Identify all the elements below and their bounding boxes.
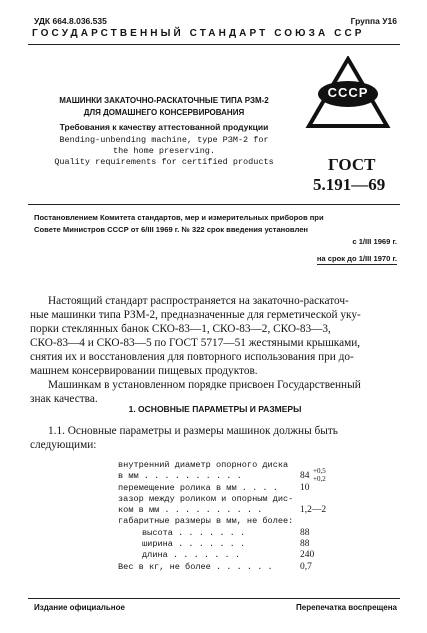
- header-rule: [28, 44, 400, 45]
- param-roller-travel-label: перемещение ролика в мм . . . .: [118, 482, 278, 493]
- param-inner-diameter-tolerance-upper: +0,5: [313, 467, 326, 476]
- param-length-label: длина . . . . . . .: [142, 550, 240, 561]
- subtitle: Требования к качеству аттестованной продукции: [59, 122, 269, 132]
- gost-label: ГОСТ: [328, 155, 376, 174]
- param-inner-diameter-unit: в мм . . . . . . . . . .: [118, 471, 242, 482]
- param-weight-value: 0,7: [300, 561, 312, 572]
- param-inner-diameter-value-row: [300, 467, 360, 484]
- section-1-heading: 1. ОСНОВНЫЕ ПАРАМЕТРЫ И РАЗМЕРЫ: [128, 404, 302, 414]
- param-weight-label: Вес в кг, не более . . . . . .: [118, 561, 273, 572]
- decree-line-2: Совете Министров СССР от 6/III 1969 г. № 322 срок введения установлен: [34, 225, 309, 234]
- group-code: Группа У16: [350, 16, 397, 26]
- param-height-label: высота . . . . . . .: [142, 527, 246, 538]
- decree-line-1: Постановлением Комитета стандартов, мер и измерительных приборов при: [34, 213, 324, 222]
- param-gap-label-cont: ком в мм . . . . . . . . . .: [118, 505, 263, 516]
- param-width-label: ширина . . . . . . .: [142, 539, 246, 550]
- paragraph-1-line-4: СКО-83—4 и СКО-83—5 по ГОСТ 5717—51 жестяными крышками,: [30, 337, 361, 349]
- param-inner-diameter-label: внутренний диаметр опорного диска: [118, 460, 289, 470]
- decree-line-3: с 1/III 1969 г.: [352, 237, 397, 246]
- paragraph-1-line-5: снятия их и восстановления для повторного использования при до-: [30, 351, 354, 363]
- param-width-value: 88: [300, 539, 310, 550]
- title-rule: [28, 204, 400, 205]
- footer-official-edition: Издание официальное: [34, 603, 125, 612]
- paragraph-1: [30, 294, 400, 406]
- parameters-list: [118, 460, 318, 573]
- param-height-value: 88: [300, 527, 310, 538]
- gost-number: 5.191—69: [313, 175, 386, 194]
- footer-reprint-prohibited: Перепечатка воспрещена: [296, 603, 397, 612]
- english-title-line-1: Bending-unbending machine, type РЗМ-2 for: [59, 135, 269, 145]
- section-1-line-1: 1.1. Основные параметры и размеры машинок должны быть: [48, 425, 338, 437]
- parameter-values: [300, 460, 360, 573]
- param-inner-diameter-tolerance-lower: +0,2: [313, 475, 326, 484]
- title-line-1: МАШИНКИ ЗАКАТОЧНО-РАСКАТОЧНЫЕ ТИПА РЗМ-2: [59, 96, 269, 105]
- paragraph-1-line-3: порки стеклянных банок СКО-83—1, СКО-83—2, СКО-83—3,: [30, 323, 331, 335]
- param-roller-travel-value: 10: [300, 482, 310, 493]
- footer-rule: [28, 598, 400, 599]
- udk-code: УДК 664.8.036.535: [34, 16, 107, 26]
- paragraph-1-line-2: ные машинки типа РЗМ-2, предназначенные для герметической уку-: [30, 309, 361, 321]
- section-1-paragraph: [30, 424, 400, 452]
- english-title-line-2: the home preserving.: [112, 146, 216, 156]
- paragraph-1-line-6: машнем консервировании пищевых продуктов.: [30, 365, 258, 377]
- quality-mark-emblem: [305, 56, 391, 136]
- param-inner-diameter-value: 84: [300, 471, 310, 482]
- state-standard-heading: ГОСУДАРСТВЕННЫЙ СТАНДАРТ СОЮЗА ССР: [32, 28, 365, 39]
- decree-line-4: на срок до 1/III 1970 г.: [316, 254, 397, 263]
- emblem-text: СССР: [327, 85, 369, 100]
- param-length-value: 240: [300, 550, 315, 561]
- section-1-line-2: следующими:: [30, 439, 97, 451]
- param-gap-label: зазор между роликом и опорным дис-: [118, 493, 294, 504]
- param-gap-value: 1,2—2: [300, 505, 327, 516]
- param-overall-dimensions-label: габаритные размеры в мм, не более:: [118, 516, 294, 527]
- english-title-line-3: Quality requirements for certified products: [54, 157, 274, 167]
- paragraph-1-line-1: Настоящий стандарт распространяется на закаточно-раскаточ-: [48, 295, 349, 307]
- paragraph-2-line-2: знак качества.: [30, 393, 98, 405]
- title-line-2: ДЛЯ ДОМАШНЕГО КОНСЕРВИРОВАНИЯ: [83, 108, 245, 117]
- paragraph-2-line-1: Машинкам в установленном порядке присвоен Государственный: [48, 379, 361, 391]
